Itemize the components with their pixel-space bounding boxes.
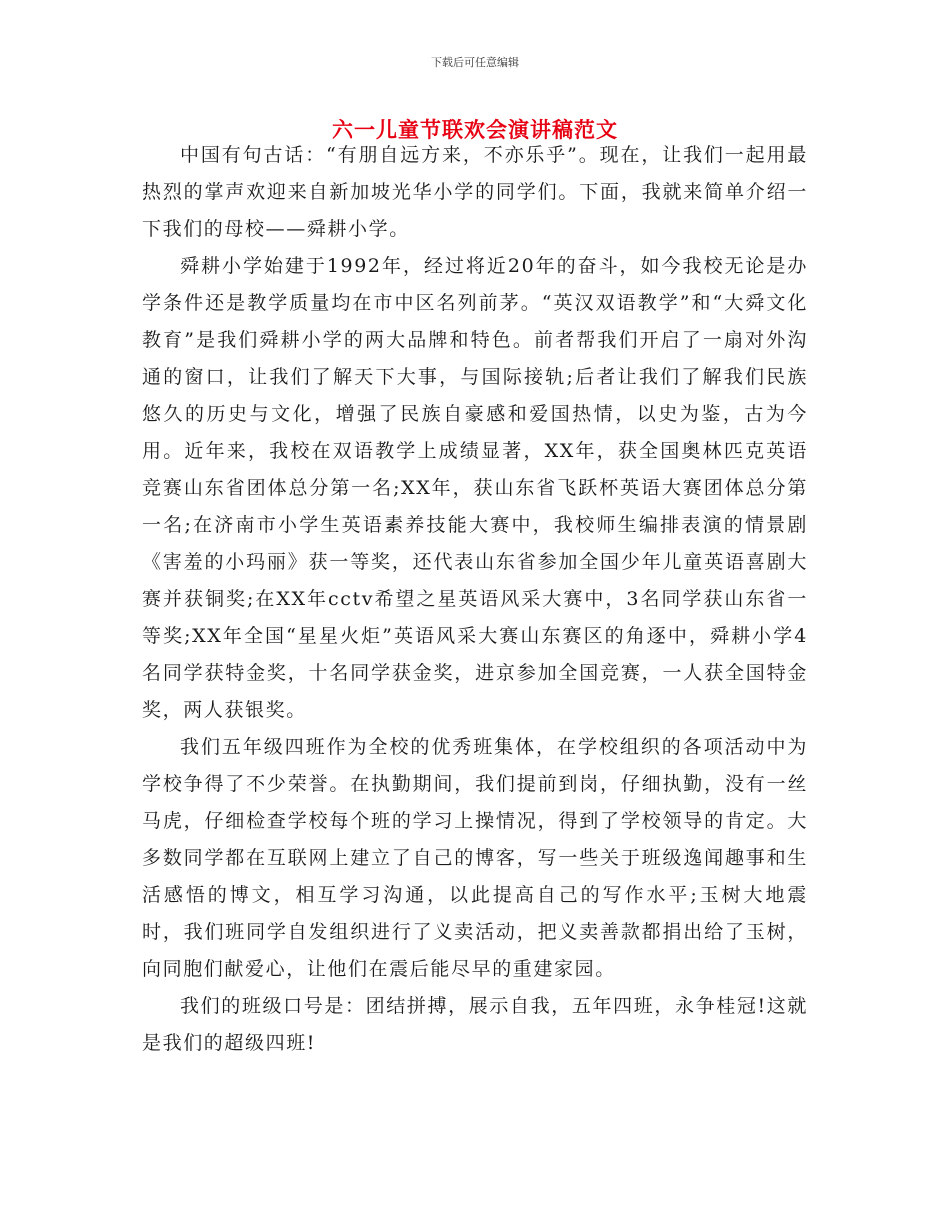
paragraph-school-history: 舜耕小学始建于1992年，经过将近20年的奋斗，如今我校无论是办学条件还是教学质量均在市中区名列前茅。“英汉双语教学”和“大舜文化教育”是我们舜耕小学的两大品牌和特色。前者帮我们开启了一扇对外沟通的窗口，让我们了解天下大事，与国际接轨;后者让我们了解我们民族悠久的历史与文化，增强了民族自豪感和爱国热情，以史为鉴，古为今用。近年来，我校在双语教学上成绩显著，XX年，获全国奥林匹克英语竞赛山东省团体总分第一名;XX年，获山东省飞跃杯英语大赛团体总分第一名;在济南市小学生英语素养技能大赛中，我校师生编排表演的情景剧《害羞的小玛丽》获一等奖，还代表山东省参加全国少年儿童英语喜剧大赛并获铜奖;在XX年cctv希望之星英语风采大赛中，3名同学获山东省一等奖;XX年全国“星星火炬”英语风采大赛山东赛区的角逐中，舜耕小学4名同学获特金奖，十名同学获金奖，进京参加全国竞赛，一人获全国特金奖，两人获银奖。 (142, 255, 808, 721)
page-title: 六一儿童节联欢会演讲稿范文 (332, 118, 618, 142)
paragraph-class-honors: 我们五年级四班作为全校的优秀班集体，在学校组织的各项活动中为学校争得了不少荣誉。在执勤期间，我们提前到岗，仔细执勤，没有一丝马虎，仔细检查学校每个班的学习上操情况，得到了学校领导的肯定。大多数同学都在互联网上建立了自己的博客，写一些关于班级逸闻趣事和生活感悟的博文，相互学习沟通，以此提高自己的写作水平;玉树大地震时，我们班同学自发组织进行了义卖活动，把义卖善款都捐出给了玉树，向同胞们献爱心，让他们在震后能尽早的重建家园。 (142, 736, 808, 980)
paragraph-class-slogan: 我们的班级口号是：团结拼搏，展示自我，五年四班，永争桂冠!这就是我们的超级四班! (142, 995, 808, 1054)
download-note: 下载后可任意编辑 (431, 56, 519, 69)
paragraph-intro: 中国有句古话：“有朋自远方来，不亦乐乎”。现在，让我们一起用最热烈的掌声欢迎来自新加坡光华小学的同学们。下面，我就来简单介绍一下我们的母校——舜耕小学。 (142, 144, 808, 240)
document-body (142, 137, 808, 1062)
